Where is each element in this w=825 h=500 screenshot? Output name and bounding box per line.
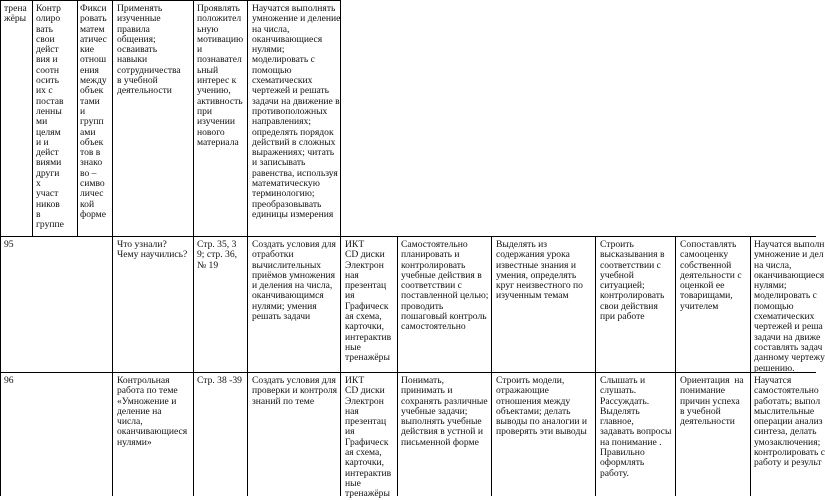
row95-cognitive: Выделять из содержания урока известные знания и умения, определять круг неизвестного по изученным темам	[496, 239, 583, 302]
row95-number: 95	[4, 239, 14, 250]
row96-goal: Создать условия для проверки и контроля знаний по теме	[252, 375, 338, 407]
cell-upper-col2: Контр олиро вать свои дейст вия и соотн осить их с постав ленны ми целям и и дейст виями други х участ ников в группе	[36, 3, 64, 231]
row96-communicative: Слышать и слушать. Рассуждать. Выделять главное, задавать вопросы на понимание . Правильно оформлять работу.	[600, 375, 672, 479]
row95-topic: Что узнали? Чему научились?	[117, 239, 188, 261]
row95-personal: Сопоставлять самооценку собственной деятельности с оценкой ее товарищами, учителем	[680, 239, 742, 312]
row95-ict: ИКТ CD диски Электрон ная презентац ия Графическ ая схема, карточки, интерактив ные тренажёры	[345, 239, 392, 364]
col-rule-8	[397, 236, 398, 496]
row96-ict: ИКТ CD диски Электрон ная презентац ия Графическ ая схема, карточки, интерактив ные тренажёры	[345, 375, 392, 500]
cell-upper-col6: Научатся выполнять умножение и деление на числа, оканчивающиеся нулями; моделировать с помощью схематических чертежей и решать задачи на движение в противоположных направлениях; определять порядок действий в сложных выражениях; читать и записывать равенства, используя математическую терминологию; преобразовывать единицы измерения	[252, 3, 341, 220]
col-rule-12	[750, 236, 751, 496]
col-rule-7	[112, 236, 113, 496]
row96-regulative: Понимать, принимать и сохранять различные учебные задачи; выполнять учебные действия в устной и письменной форме	[401, 375, 488, 448]
cell-upper-col5: Проявлять положител ьную мотивацию и познавател ьный интерес к учению, активность при изучении нового материала	[197, 3, 244, 148]
row-divider-96	[0, 372, 816, 373]
col-rule-4	[193, 0, 194, 496]
row95-pages: Стр. 35, 3 9; стр. 36, № 19	[197, 239, 238, 271]
row96-personal: Ориентация на понимание причин успеха в учебной деятельности	[680, 375, 744, 428]
row96-subject: Научатся самостоятельно работать; выпол мыслительные операции анализ синтеза, делать умозаключения; контролировать с работу и результ	[754, 375, 825, 469]
row95-communicative: Строить высказывания в соответствии с учебной ситуацией; контролировать свои действия при работе	[600, 239, 665, 323]
row95-goal: Создать условия для отработки вычислительных приёмов умножения и деления на числа, оканчивающимся нулями; умения решать задачи	[252, 239, 336, 323]
col-rule-3	[112, 0, 113, 236]
col-rule-1	[32, 0, 33, 236]
cell-upper-col4: Применять изученные правила общения; осваивать навыки сотрудничества в учебной деятельности	[117, 3, 181, 97]
col-rule-9	[491, 236, 492, 496]
col-rule-10	[595, 236, 596, 496]
row96-pages: Стр. 38 -39	[197, 375, 242, 386]
row96-cognitive: Строить модели, отражающие отношения между объектами; делать выводы по аналогии и проверять эти выводы	[496, 375, 588, 438]
row95-subject: Научатся выполн умножение и дел на числа, оканчивающиеся нулями; моделировать с помощью схематических чертежей и реша задачи на движе составлять задач данному чертежу решению.	[754, 239, 825, 374]
cell-upper-col3: Фикси ровать матем атичес кие отнош ения между объек тами и групп ами объек тов в знако во – симво личес кой форме	[80, 3, 107, 220]
row-divider-95	[0, 236, 816, 237]
col-rule-5	[247, 0, 248, 496]
row96-topic: Контрольная работа по теме «Умножение и деление на числа, оканчивающиеся нулями»	[117, 375, 188, 448]
row96-number: 96	[4, 375, 14, 386]
col-rule-11	[675, 236, 676, 496]
row95-regulative: Самостоятельно планировать и контролировать учебные действия в соответствии с поставленной целью; проводить пошаговый контроль самостоятельно	[401, 239, 489, 333]
cell-upper-col1: трена жёры	[4, 3, 27, 25]
table-border-top	[0, 0, 340, 1]
col-rule-left	[0, 0, 1, 496]
col-rule-6	[340, 0, 341, 496]
col-rule-2	[77, 0, 78, 236]
